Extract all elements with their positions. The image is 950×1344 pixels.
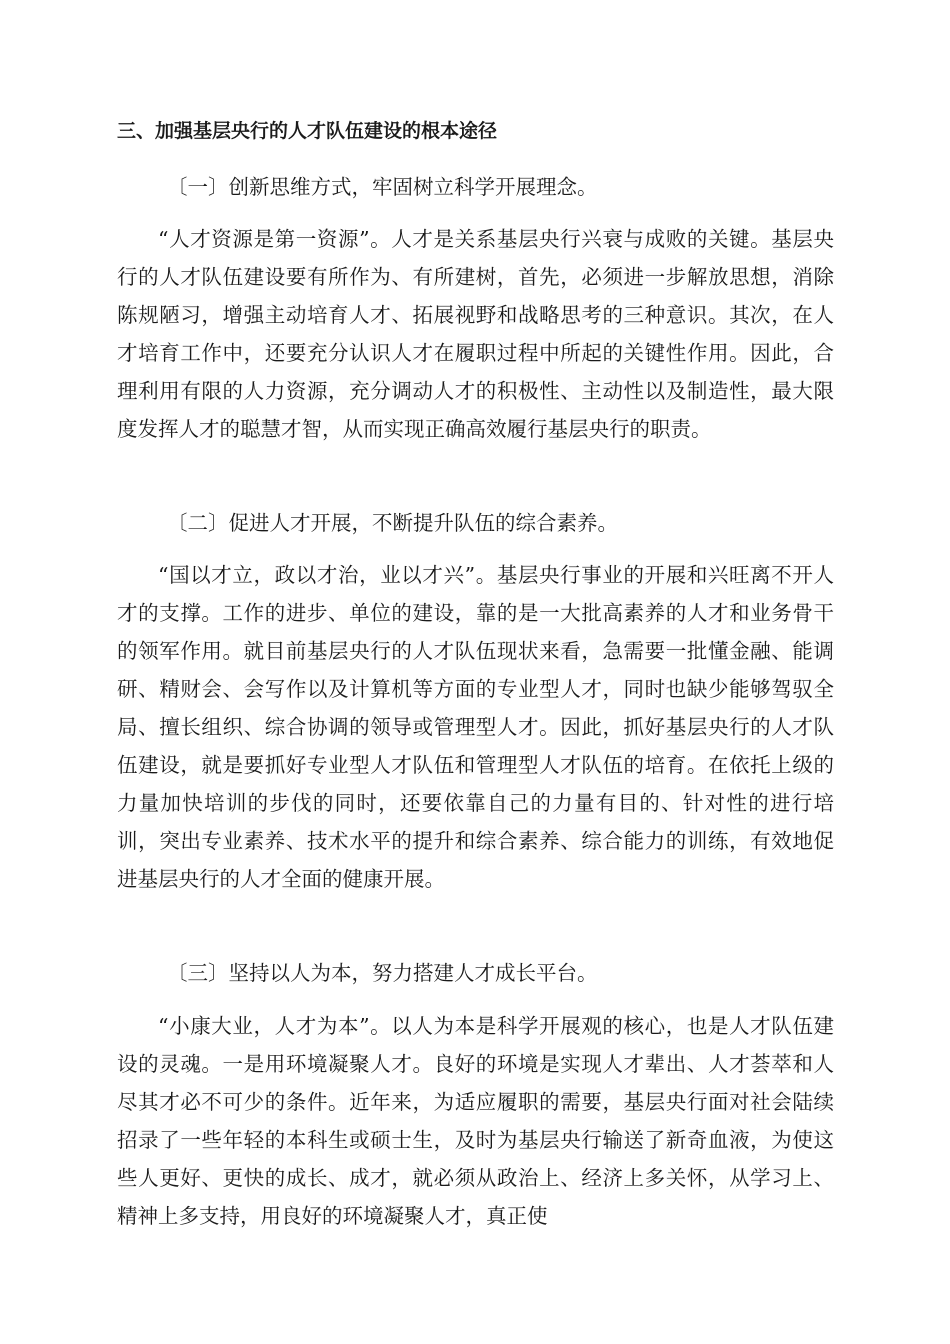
subsection-title-3: 〔三〕坚持以人为本，努力搭建人才成长平台。 <box>167 961 598 985</box>
section-heading: 三、加强基层央行的人才队伍建设的根本途径 <box>117 120 498 142</box>
subsection-title-2: 〔二〕促进人才开展，不断提升队伍的综合素养。 <box>167 511 618 535</box>
paragraph-1: “人才资源是第一资源”。人才是关系基层央行兴衰与成败的关键。基层央行的人才队伍建设要有所作为、有所建树，首先，必须进一步解放思想，消除陈规陋习，增强主动培育人才、拓展视野和战略思考的三种意识。其次，在人才培育工作中，还要充分认识人才在履职过程中所起的关键性作用。因此，合理利用有限的人力资源，充分调动人才的积极性、主动性以及制造性，最大限度发挥人才的聪慧才智，从而实现正确高效履行基层央行的职责。 <box>117 227 834 441</box>
subsection-title-1: 〔一〕创新思维方式，牢固树立科学开展理念。 <box>167 175 598 199</box>
paragraph-3: “小康大业，人才为本”。以人为本是科学开展观的核心，也是人才队伍建设的灵魂。一是用环境凝聚人才。良好的环境是实现人才辈出、人才荟萃和人尽其才必不可少的条件。近年来，为适应履职的需要，基层央行面对社会陆续招录了一些年轻的本科生或硕士生，及时为基层央行输送了新奇血液，为使这些人更好、更快的成长、成才，就必须从政治上、经济上多关怀，从学习上、精神上多支持，用良好的环境凝聚人才，真正使 <box>117 1014 834 1228</box>
paragraph-2: “国以才立，政以才治，业以才兴”。基层央行事业的开展和兴旺离不开人才的支撑。工作的进步、单位的建设，靠的是一大批高素养的人才和业务骨干的领军作用。就目前基层央行的人才队伍现状来看，急需要一批懂金融、能调研、精财会、会写作以及计算机等方面的专业型人才，同时也缺少能够驾驭全局、擅长组织、综合协调的领导或管理型人才。因此，抓好基层央行的人才队伍建设，就是要抓好专业型人才队伍和管理型人才队伍的培育。在依托上级的力量加快培训的步伐的同时，还要依靠自己的力量有目的、针对性的进行培训，突出专业素养、技术水平的提升和综合素养、综合能力的训练，有效地促进基层央行的人才全面的健康开展。 <box>117 563 834 891</box>
